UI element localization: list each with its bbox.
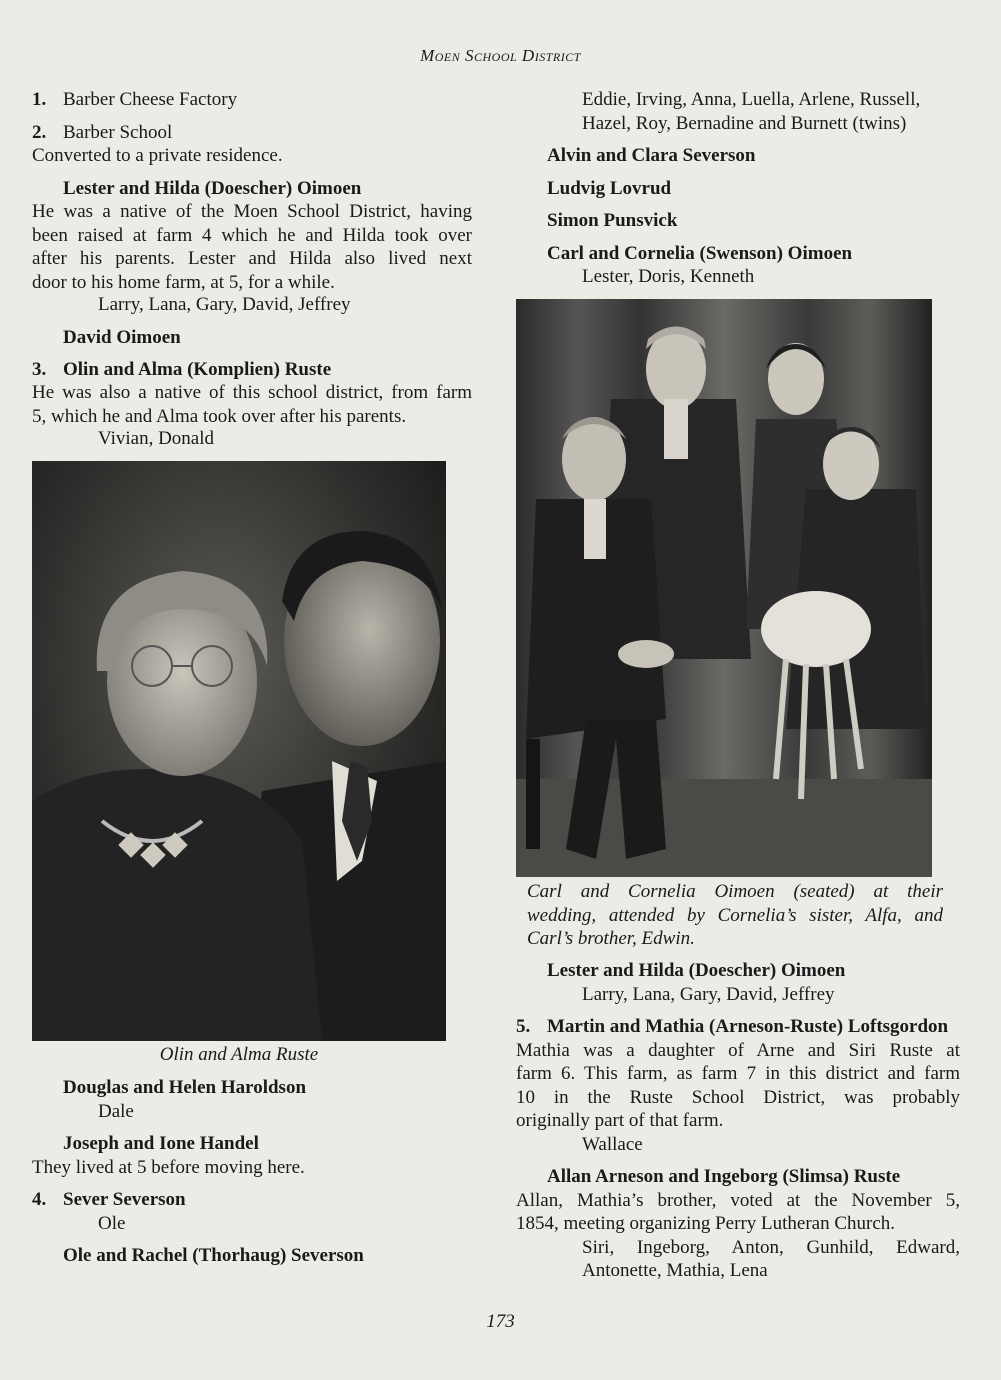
entry-2-note: Converted to a private residence. (32, 145, 283, 166)
caption-line: Carl’s brother, Edwin. (527, 928, 695, 949)
children-list: Larry, Lana, Gary, David, Jeffrey (98, 294, 351, 315)
family-heading: Ole and Rachel (Thorhaug) Severson (63, 1245, 364, 1266)
children-list: Vivian, Donald (98, 428, 215, 449)
portrait-photo-olin-alma (32, 461, 446, 1041)
children-list: Larry, Lana, Gary, David, Jeffrey (582, 983, 835, 1005)
entry-title: Barber Cheese Factory (63, 89, 238, 110)
text-line: originally part of that farm. (516, 1110, 724, 1131)
entry-3 (32, 358, 472, 382)
family-heading: Alvin and Clara Severson (547, 145, 756, 166)
children-list: Lester, Doris, Kenneth (582, 266, 755, 287)
left-column-lower (32, 1076, 472, 1268)
text-line: 10 in the Ruste School District, was probably (516, 1086, 960, 1108)
entry-2 (32, 121, 472, 145)
entry-5 (516, 1015, 960, 1039)
children-list: Dale (98, 1100, 134, 1122)
text-line: 5, which he and Alma took over after his parents. (32, 405, 407, 427)
wedding-photo-carl-cornelia (516, 299, 932, 877)
photo-caption (527, 880, 943, 951)
family-heading: David Oimoen (63, 327, 181, 348)
text-line: Siri, Ingeborg, Anton, Gunhild, Edward, (582, 1236, 960, 1258)
entry-number: 1. (32, 89, 47, 110)
text-line: Mathia was a daughter of Arne and Siri Ruste at (516, 1039, 960, 1061)
caption-line: Carl and Cornelia Oimoen (seated) at their (527, 881, 943, 902)
family-text (516, 1039, 960, 1133)
family-text: They lived at 5 before moving here. (32, 1156, 305, 1178)
entry-number: 5. (516, 1016, 531, 1037)
family-text (32, 381, 472, 428)
text-line: 1854, meeting organizing Perry Lutheran Church. (516, 1213, 896, 1234)
right-column-upper (516, 88, 960, 289)
entry-number: 2. (32, 122, 47, 143)
text-line: Hazel, Roy, Bernadine and Burnett (twins) (582, 112, 907, 134)
family-heading: Allan Arneson and Ingeborg (Slimsa) Ruste (547, 1166, 901, 1187)
running-head: Moen School District (420, 46, 581, 65)
entry-4 (32, 1188, 472, 1212)
text-line: been raised at farm 4 which he and Hilda took over (32, 224, 472, 246)
entry-number: 3. (32, 359, 47, 380)
photo-caption: Olin and Alma Ruste (159, 1044, 319, 1065)
family-text (516, 1189, 960, 1236)
right-column-lower (516, 959, 960, 1283)
family-text (32, 200, 472, 294)
children-list: Wallace (582, 1133, 643, 1155)
entry-title: Olin and Alma (Komplien) Ruste (63, 359, 332, 380)
text-line: Allan, Mathia’s brother, voted at the November 5, (516, 1189, 960, 1211)
children-list: Ole (98, 1212, 126, 1234)
portrait-illustration (32, 461, 446, 1041)
family-heading: Lester and Hilda (Doescher) Oimoen (63, 178, 362, 199)
page-number: 173 (486, 1311, 515, 1332)
text-line: farm 6. This farm, as farm 7 in this district and farm (516, 1063, 960, 1084)
entry-1 (32, 88, 472, 112)
family-heading: Carl and Cornelia (Swenson) Oimoen (547, 242, 853, 264)
caption-line: wedding, attended by Cornelia’s sister, Alfa, and (527, 904, 943, 926)
text-line: Eddie, Irving, Anna, Luella, Arlene, Russell, (582, 89, 921, 110)
family-heading: Ludvig Lovrud (547, 177, 672, 199)
entry-title: Sever Severson (63, 1189, 186, 1210)
family-heading: Simon Punsvick (547, 210, 678, 231)
text-line: Antonette, Mathia, Lena (582, 1260, 768, 1281)
text-line: He was also a native of this school district, from farm (32, 382, 472, 403)
children-list (516, 1236, 960, 1283)
wedding-illustration (516, 299, 932, 877)
text-line: door to his home farm, at 5, for a while. (32, 271, 335, 293)
text-line: after his parents. Lester and Hilda also lived next (32, 248, 472, 269)
family-heading: Douglas and Helen Haroldson (63, 1077, 307, 1098)
entry-title: Martin and Mathia (Arneson-Ruste) Loftsgordon (547, 1016, 949, 1037)
text-line: He was a native of the Moen School District, having (32, 201, 472, 222)
family-heading: Joseph and Ione Handel (63, 1133, 259, 1154)
entry-number: 4. (32, 1189, 47, 1210)
children-list (516, 88, 960, 135)
entry-title: Barber School (63, 122, 173, 143)
family-heading: Lester and Hilda (Doescher) Oimoen (547, 960, 846, 981)
